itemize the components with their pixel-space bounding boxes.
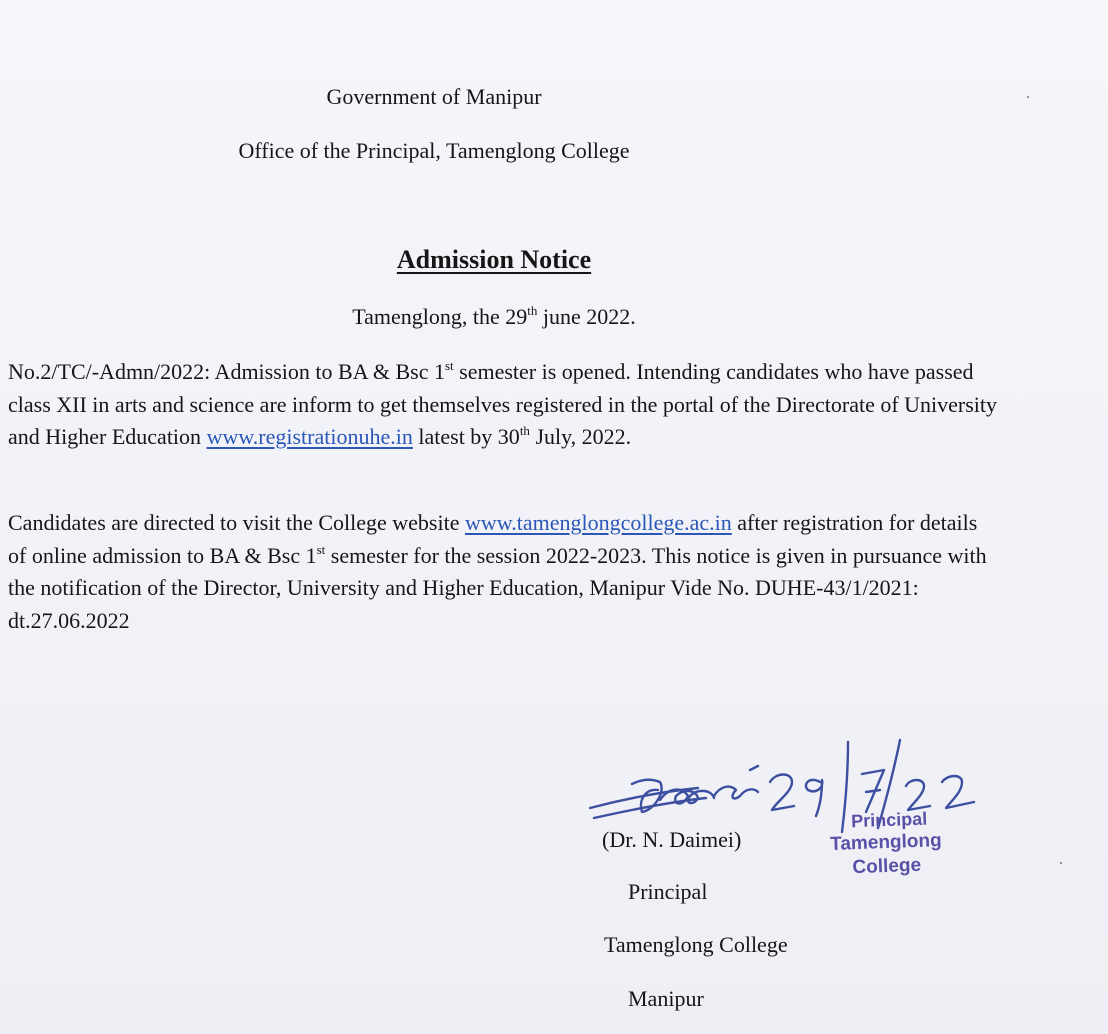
college-website-link[interactable]: www.tamenglongcollege.ac.in bbox=[464, 510, 732, 535]
admission-paragraph: No.2/TC/-Admn/2022: Admission to BA & Bsc 1st semester is opened. Intending candidates who have passed class XII in arts and science are inform to get themselves registered in the portal of the Directorate of University and Higher Education www.registrationuhe.in latest by 30th July, 2022. bbox=[8, 358, 998, 449]
principal-stamp: Principal Tamenglong College bbox=[829, 808, 943, 879]
office-header: Office of the Principal, Tamenglong College bbox=[238, 138, 630, 163]
signatory-state: Manipur bbox=[628, 986, 704, 1011]
scan-speck bbox=[1060, 862, 1062, 864]
signatory-college: Tamenglong College bbox=[604, 932, 788, 957]
registration-portal-link[interactable]: www.registrationuhe.in bbox=[206, 424, 413, 449]
college-website-paragraph: Candidates are directed to visit the College website www.tamenglongcollege.ac.in after registration for details of online admission to BA & Bsc 1st semester for the session 2022-2023. This notice is given in pursuance with the notification of the Director, University and Higher Education, Manipur Vide No. DUHE-43/1/2021: dt.27.06.2022 bbox=[8, 510, 987, 633]
signatory-role: Principal bbox=[628, 879, 708, 904]
scan-speck bbox=[1027, 96, 1029, 98]
government-header: Government of Manipur bbox=[326, 84, 542, 109]
signatory-name: (Dr. N. Daimei) bbox=[602, 827, 742, 852]
notice-title: Admission Notice bbox=[396, 245, 592, 274]
notice-date: Tamenglong, the 29th june 2022. bbox=[352, 303, 636, 329]
